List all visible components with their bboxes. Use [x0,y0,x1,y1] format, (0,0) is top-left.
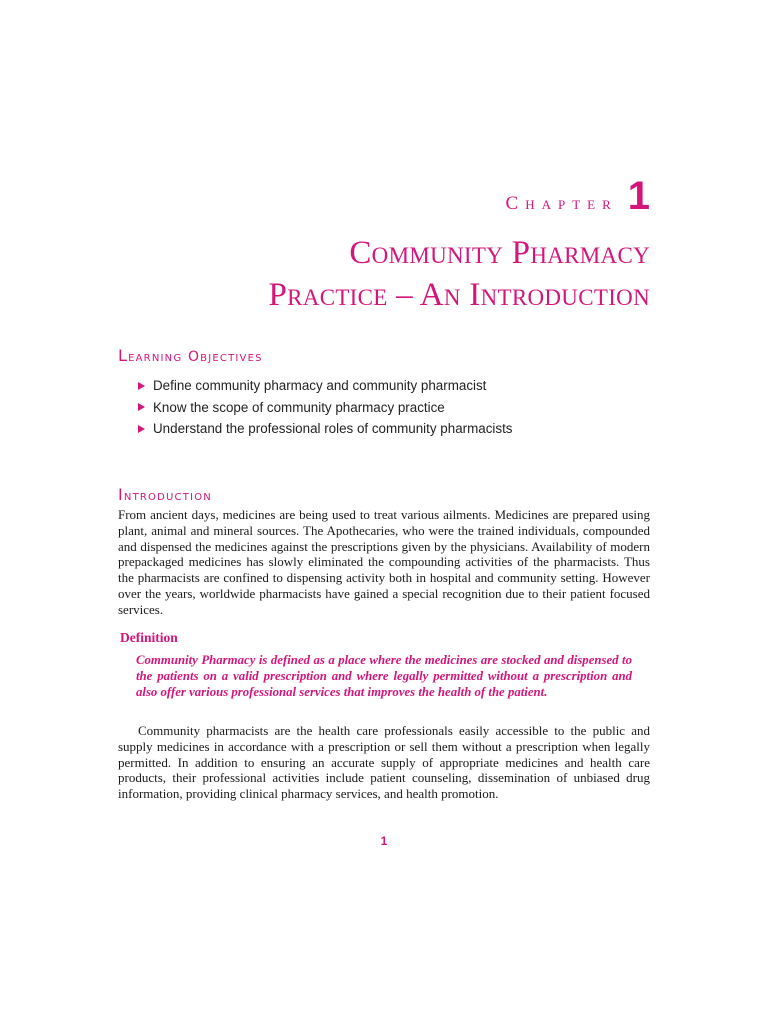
learning-objectives-list [138,375,512,440]
chapter-title-line-1: Community Pharmacy [349,235,650,271]
objective-text: Know the scope of community pharmacy practice [153,399,445,415]
definition-text: Community Pharmacy is defined as a place where the medicines are stocked and dispensed to the patients on a valid prescription and where legally permitted without a prescription and also offer various professional services that improves the health of the patient. [136,653,632,699]
definition-label: Definition [120,630,178,645]
chapter-number: 1 [627,174,650,218]
list-item [138,397,512,419]
body-paragraph: Community pharmacists are the health care professionals easily accessible to the public and supply medicines in accordance with a prescription or sell them without a prescription when legally permitted. In addition to ensuring an accurate supply of appropriate medicines and health care products, their professional activities include patient counseling, dissemination of unbiased drug information, providing clinical pharmacy services, and health promotion. [118,723,650,802]
chapter-title [90,232,650,316]
page-number: 1 [380,834,388,848]
triangle-bullet-icon [138,425,145,433]
chapter-heading [506,176,650,216]
triangle-bullet-icon [138,403,145,411]
learning-objectives-heading: Learning Objectives [118,346,263,365]
list-item [138,418,512,440]
introduction-heading: Introduction [118,485,212,504]
chapter-label: Chapter [505,193,618,214]
list-item [138,375,512,397]
objective-text: Understand the professional roles of community pharmacists [153,421,513,436]
triangle-bullet-icon [138,382,145,390]
introduction-paragraph: From ancient days, medicines are being used to treat various ailments. Medicines are prepared using plant, animal and mineral sources. The Apothecaries, who were the trained individuals, compounded and dispensed the medicines against the prescriptions given by the physicians. Availability of modern prepackaged medicines has slowly eliminated the compounding activities of the pharmacists. Thus the pharmacists are confined to dispensing activity both in hospital and community setting. However over the years, worldwide pharmacists have gained a special recognition due to their patient focused services. [118,507,650,617]
chapter-title-line-2: Practice – An Introduction [268,277,650,313]
objective-text: Define community pharmacy and community pharmacist [153,378,487,393]
